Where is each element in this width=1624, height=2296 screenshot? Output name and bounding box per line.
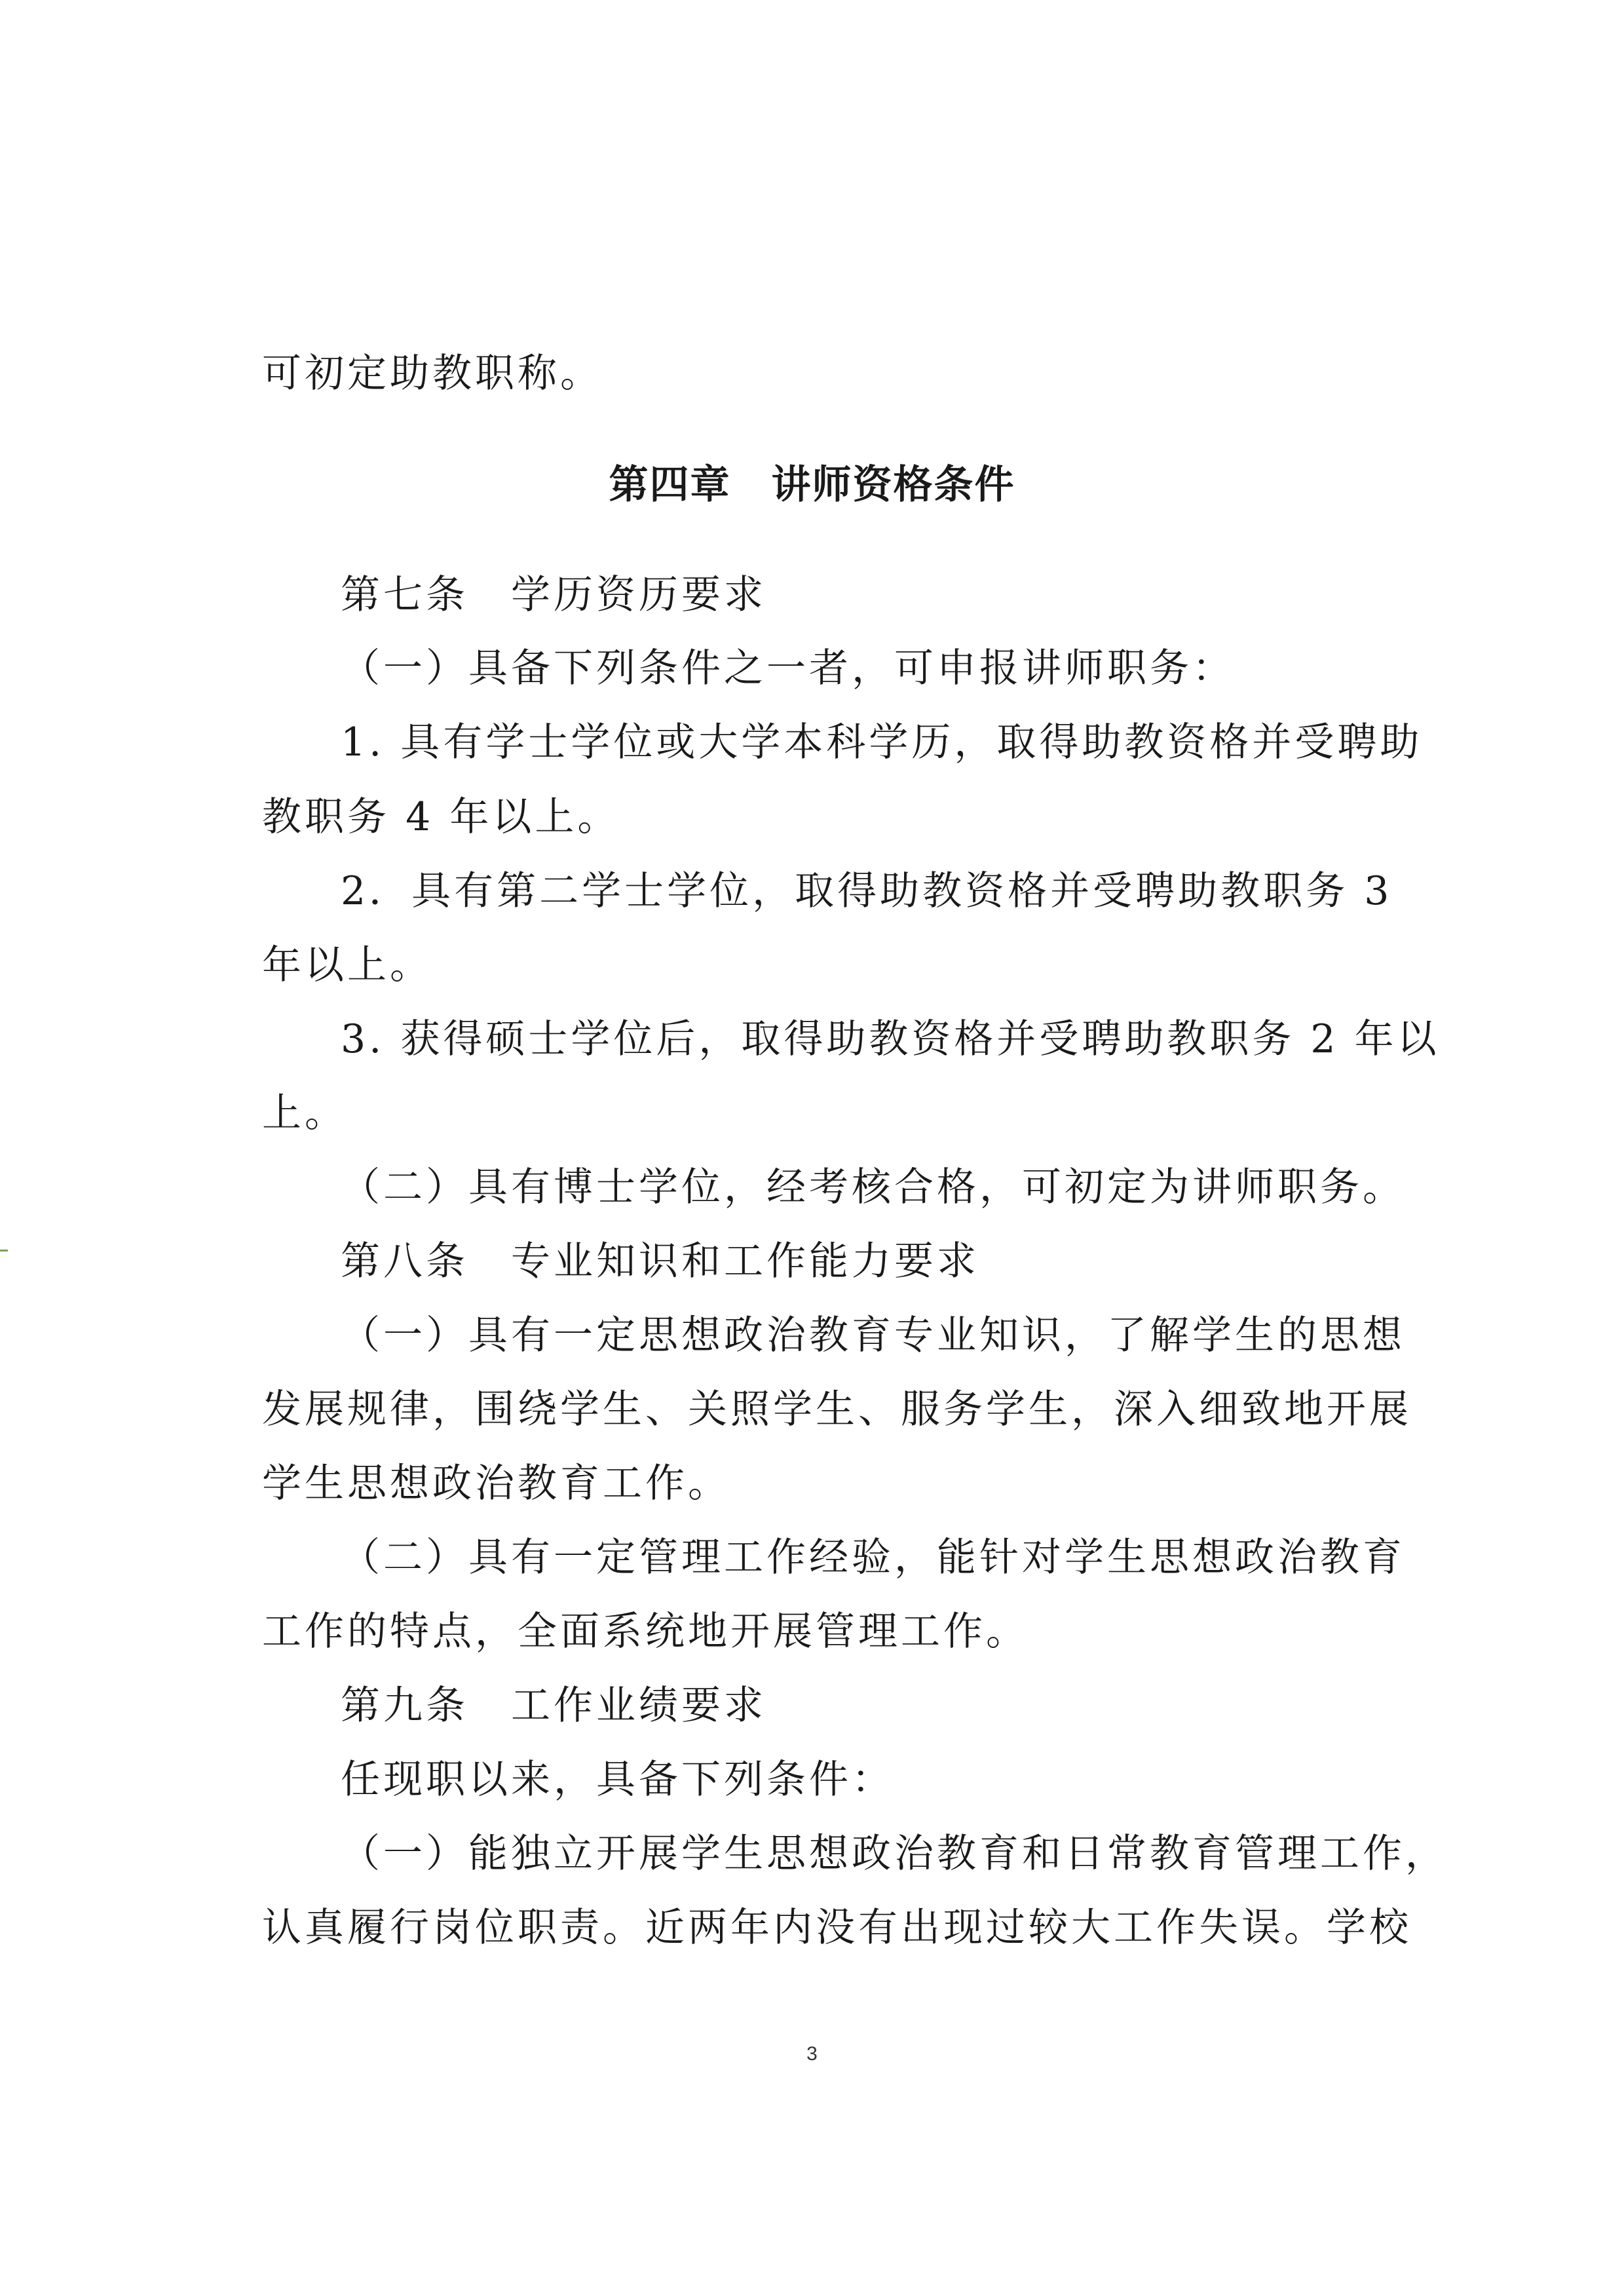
paragraph-line: 3. 获得硕士学位后，取得助教资格并受聘助教职务 2 年以 — [341, 1016, 1440, 1062]
margin-mark — [0, 1250, 8, 1252]
paragraph-line: 上。 — [262, 1090, 347, 1136]
paragraph-line: 学生思想政治教育工作。 — [262, 1461, 730, 1506]
paragraph-line: 认真履行岗位职责。近两年内没有出现过较大工作失误。学校 — [262, 1905, 1412, 1951]
paragraph-line: 工作的特点，全面系统地开展管理工作。 — [262, 1609, 1029, 1655]
paragraph-line: （一）具备下列条件之一者，可申报讲师职务： — [341, 645, 1235, 691]
paragraph-line: 年以上。 — [262, 942, 432, 988]
article-heading: 第七条 学历资历要求 — [341, 572, 766, 618]
paragraph-line: 2．具有第二学士学位，取得助教资格并受聘助教职务 3 — [341, 868, 1393, 914]
paragraph-line: （二）具有博士学位，经考核合格，可初定为讲师职务。 — [341, 1164, 1405, 1210]
article-heading: 第九条 工作业绩要求 — [341, 1683, 766, 1729]
chapter-heading: 第四章 讲师资格条件 — [609, 462, 1015, 508]
paragraph-line: 1. 具有学士学位或大学本科学历，取得助教资格并受聘助 — [341, 719, 1423, 765]
article-heading: 第八条 专业知识和工作能力要求 — [341, 1238, 979, 1284]
paragraph-line: 可初定助教职称。 — [262, 351, 603, 396]
paragraph-line: 任现职以来，具备下列条件： — [341, 1757, 894, 1803]
paragraph-line: （一）具有一定思想政治教育专业知识，了解学生的思想 — [341, 1312, 1405, 1358]
paragraph-line: （一）能独立开展学生思想政治教育和日常教育管理工作， — [341, 1831, 1448, 1877]
paragraph-line: （二）具有一定管理工作经验，能针对学生思想政治教育 — [341, 1535, 1405, 1580]
page-number: 3 — [806, 2043, 818, 2065]
paragraph-line: 教职务 4 年以上。 — [262, 794, 620, 840]
paragraph-line: 发展规律，围绕学生、关照学生、服务学生，深入细致地开展 — [262, 1387, 1412, 1432]
